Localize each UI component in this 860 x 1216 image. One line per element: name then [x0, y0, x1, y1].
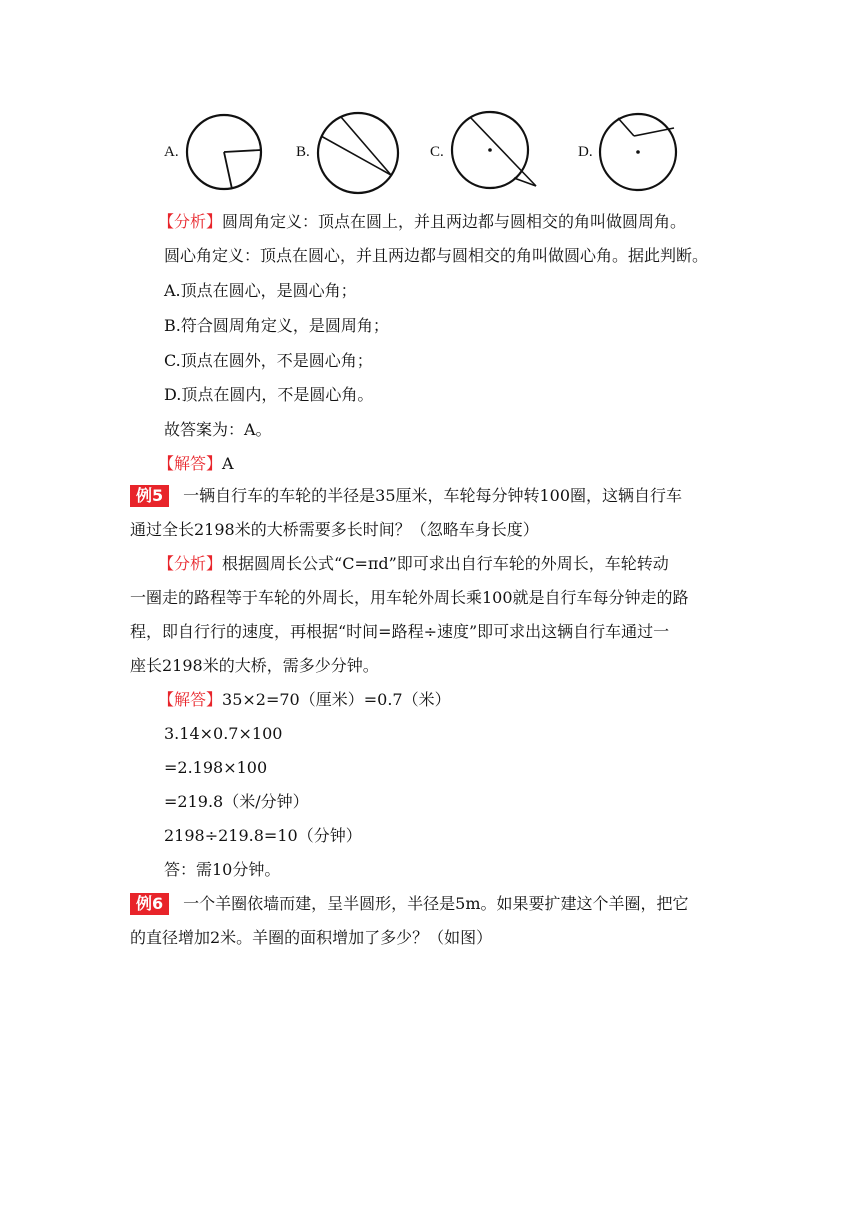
- q5-answer-tag: 【解答】: [158, 690, 223, 709]
- q4-option-d-explanation: D.顶点在圆内，不是圆心角。: [164, 385, 374, 404]
- q4-analysis-text-1: 圆周角定义：顶点在圆上，并且两边都与圆相交的角叫做圆周角。: [222, 212, 687, 231]
- q5-analysis-line-4: 座长2198米的大桥，需多少分钟。: [130, 656, 379, 675]
- q5-question-text-1: 一辆自行车的车轮的半径是35厘米，车轮每分钟转100圈，这辆自行车: [183, 486, 683, 505]
- q4-option-c-explanation: C.顶点在圆外，不是圆心角；: [164, 351, 373, 370]
- q4-answer-value: A: [222, 454, 234, 473]
- option-c-side-1: [470, 117, 536, 186]
- q5-step-3: =2.198×100: [164, 758, 268, 777]
- option-b-circle: [318, 113, 398, 193]
- option-d-label: D.: [578, 144, 593, 160]
- option-b-chord-1: [341, 117, 391, 175]
- option-d-side-1: [618, 118, 634, 136]
- q6-badge: 例6: [130, 893, 169, 915]
- option-c-center: [488, 148, 492, 152]
- q5-analysis-text-1: 根据圆周长公式“C=πd”即可求出自行车轮的外周长，车轮转动: [222, 554, 669, 573]
- q6-question-line-1: [130, 893, 689, 915]
- option-c-figure: [448, 108, 544, 192]
- q4-answer-line: [158, 453, 234, 475]
- option-b-figure: [315, 110, 401, 196]
- q5-step-1: 35×2=70（厘米）=0.7（米）: [222, 690, 451, 709]
- q4-option-a-explanation: A.顶点在圆心，是圆心角；: [164, 281, 357, 300]
- q4-analysis-line-2: 圆心角定义：顶点在圆心，并且两边都与圆相交的角叫做圆心角。据此判断。: [164, 246, 709, 265]
- q5-analysis-line-2: 一圈走的路程等于车轮的外周长，用车轮外周长乘100就是自行车每分钟走的路: [130, 588, 689, 607]
- q5-step-4: =219.8（米/分钟）: [164, 792, 309, 811]
- q5-answer-line: [158, 689, 451, 711]
- q5-badge: 例5: [130, 485, 169, 507]
- q4-analysis-line-1: [158, 211, 686, 233]
- q5-analysis-line-1: [158, 553, 669, 575]
- q5-step-2: 3.14×0.7×100: [164, 724, 283, 743]
- option-a-label: A.: [164, 144, 179, 160]
- option-a-figure: [184, 112, 264, 192]
- q6-question-line-2: 的直径增加2米。羊圈的面积增加了多少？（如图）: [130, 928, 493, 947]
- q5-question-line-1: [130, 485, 682, 507]
- option-b-label: B.: [296, 144, 310, 160]
- option-c-label: C.: [430, 144, 444, 160]
- q6-question-text-1: 一个羊圈依墙而建，呈半圆形，半径是5m。如果要扩建这个羊圈，把它: [183, 894, 689, 913]
- q5-step-5: 2198÷219.8=10（分钟）: [164, 826, 362, 845]
- option-b-chord-2: [321, 136, 391, 175]
- option-a-radius-2: [224, 152, 232, 189]
- option-a-radius-1: [224, 150, 261, 152]
- q4-analysis-tag: 【分析】: [158, 212, 223, 231]
- q5-analysis-line-3: 程，即自行行的速度，再根据“时间=路程÷速度”即可求出这辆自行车通过一: [130, 622, 670, 641]
- q5-question-line-2: 通过全长2198米的大桥需要多长时间？（忽略车身长度）: [130, 520, 539, 539]
- q5-final-answer: 答：需10分钟。: [164, 860, 281, 879]
- q5-analysis-tag: 【分析】: [158, 554, 223, 573]
- q4-option-b-explanation: B.符合圆周角定义，是圆周角；: [164, 316, 389, 335]
- option-d-side-2: [634, 128, 674, 136]
- q4-answer-tag: 【解答】: [158, 454, 223, 473]
- option-d-center: [636, 150, 640, 154]
- q4-conclusion: 故答案为：A。: [164, 420, 272, 439]
- option-d-figure: [598, 110, 682, 194]
